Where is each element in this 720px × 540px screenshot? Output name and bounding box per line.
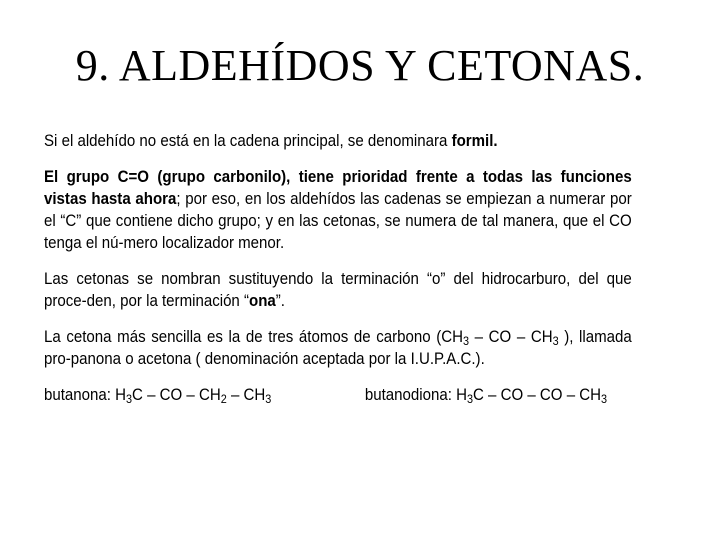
paragraph-formil-text: Si el aldehído no está en la cadena principal, se denominara <box>44 132 452 150</box>
paragraph-carbonyl-priority <box>44 166 632 254</box>
subscript: 3 <box>265 392 272 406</box>
subscript: 2 <box>220 392 227 406</box>
carbonyl-priority-statement: El grupo C=O (grupo carbonilo), tiene prioridad frente a todas las funciones vistas hasta ahora <box>44 168 632 208</box>
ketone-naming-text-2: ”. <box>275 292 285 310</box>
slide-content <box>44 130 632 420</box>
paragraph-simplest-ketone <box>44 326 632 370</box>
butanodiona-label: butanodiona: H <box>364 386 467 404</box>
simplest-ketone-text-1: La cetona más sencilla es la de tres átomos de carbono (CH <box>44 328 464 346</box>
butanona-formula <box>44 384 365 406</box>
subscript: 3 <box>126 392 133 406</box>
simplest-ketone-text-3: ), llamada pro-panona o acetona ( denominación aceptada por la I.U.P.A.C.). <box>44 328 632 368</box>
formil-term: formil. <box>451 132 498 150</box>
paragraph-ketone-naming <box>44 268 632 312</box>
subscript: 3 <box>552 334 559 348</box>
butanodiona-mid: C – CO – CO – CH <box>473 386 602 404</box>
formula-examples <box>44 384 632 406</box>
ketone-naming-text-1: Las cetonas se nombran sustituyendo la terminación “o” del hidrocarburo, del que proce-den, por la terminación “ <box>44 270 632 310</box>
simplest-ketone-text-2: – CO – CH <box>469 328 553 346</box>
subscript: 3 <box>466 392 474 406</box>
slide-title: 9. ALDEHÍDOS Y CETONAS. <box>75 41 645 90</box>
paragraph-formil <box>44 130 632 152</box>
subscript: 3 <box>601 392 608 406</box>
butanodiona-formula <box>365 384 607 406</box>
carbonyl-priority-text: ; por eso, en los aldehídos las cadenas se empiezan a numerar por el “C” que contiene dicho grupo; y en las cetonas, se numera de tal manera, que el CO tenga el nú-mero localizador menor. <box>44 190 632 252</box>
butanona-mid2: – CH <box>226 386 266 404</box>
ona-suffix: ona <box>249 292 276 310</box>
subscript: 3 <box>463 334 470 348</box>
butanona-label: butanona: H <box>44 386 127 404</box>
butanona-mid: C – CO – CH <box>132 386 221 404</box>
